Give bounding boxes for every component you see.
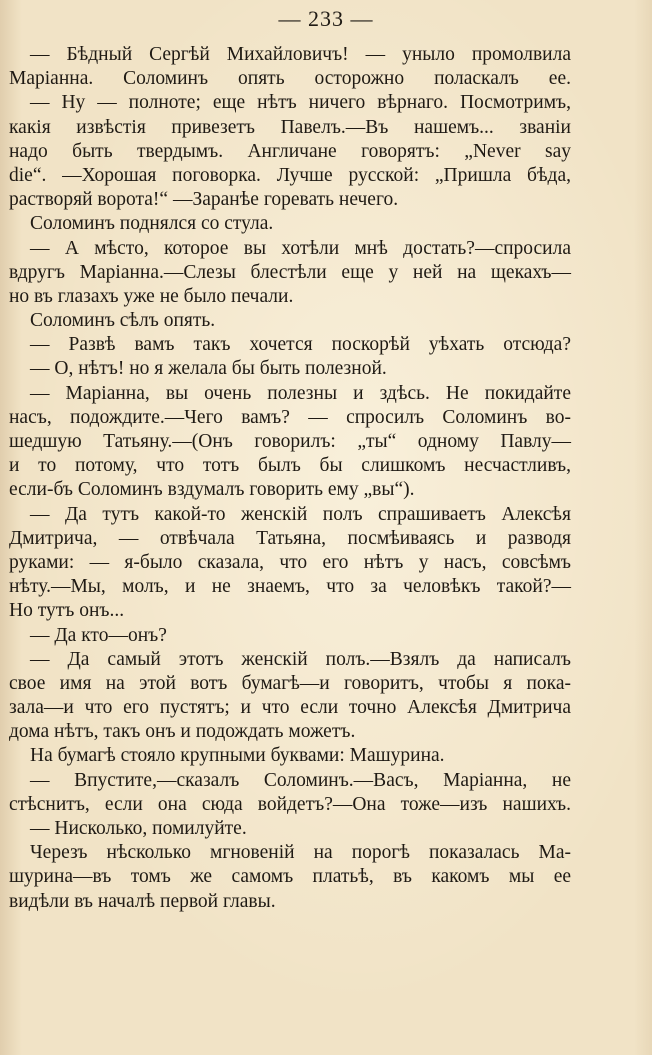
- text-line: надо быть твердымъ. Англичане говорятъ: „Never say: [9, 140, 571, 162]
- text-line: но въ глазахъ уже не было печали.: [9, 285, 294, 307]
- text-line: какія извѣстія привезетъ Павелъ.—Въ нашемъ... званіи: [9, 116, 571, 138]
- text-line: Дмитрича, — отвѣчала Татьяна, посмѣиваясь и разводя: [9, 527, 571, 549]
- text-line: Черезъ нѣсколько мгновеній на порогѣ показалась Ма-: [30, 842, 571, 864]
- text-line: и то потому, что тотъ былъ бы слишкомъ несчастливъ,: [9, 455, 571, 477]
- text-line: — Да кто—онъ?: [30, 624, 167, 646]
- text-line: Соломинъ поднялся со стула.: [30, 213, 274, 235]
- text-line: растворяй ворота!“ —Заранѣе горевать нечего.: [9, 189, 399, 211]
- text-line: насъ, подождите.—Чего вамъ? — спросилъ Соломинъ во-: [9, 406, 571, 428]
- text-line: — Да самый этотъ женскій полъ.—Взялъ да написалъ: [30, 648, 571, 670]
- text-line: — Развѣ вамъ такъ хочется поскорѣй уѣхать отсюда?: [30, 334, 571, 356]
- text-line: — Бѣдный Сергѣй Михайловичъ! — уныло промолвила: [30, 44, 571, 65]
- text-line: — Ну — полноте; еще нѣтъ ничего вѣрнаго. Посмотримъ,: [30, 92, 571, 114]
- text-line: дома нѣтъ, такъ онъ и подождать можетъ.: [9, 721, 356, 743]
- text-line: — О, нѣтъ! но я желала бы быть полезной.: [30, 358, 387, 380]
- text-line: die“. —Хорошая поговорка. Лучше русской: „Пришла бѣда,: [9, 164, 571, 186]
- text-line: свое имя на этой вотъ бумагѣ—и говоритъ, чтобы я пока-: [9, 672, 571, 694]
- text-line: — Маріанна, вы очень полезны и здѣсь. Не покидайте: [30, 382, 571, 404]
- text-body: [9, 43, 571, 914]
- text-line: шурина—въ томъ же самомъ платьѣ, въ какомъ мы ее: [9, 866, 571, 888]
- text-line: шедшую Татьяну.—(Онъ говорилъ: „ты“ одному Павлу—: [9, 431, 571, 452]
- text-line: — Нисколько, помилуйте.: [30, 818, 247, 839]
- text-line: Соломинъ сѣлъ опять.: [30, 310, 216, 332]
- text-line: зала—и что его пустятъ; и что если точно Алексѣя Дмитрича: [9, 697, 571, 719]
- text-line: вдругъ Маріанна.—Слезы блестѣли еще у ней на щекахъ—: [9, 261, 571, 283]
- text-line: руками: — я-было сказала, что его нѣтъ у насъ, совсѣмъ: [9, 551, 571, 573]
- text-line: нѣту.—Мы, молъ, и не знаемъ, что за человѣкъ такой?—: [9, 576, 571, 598]
- text-line: — Да тутъ какой-то женскій полъ спрашиваетъ Алексѣя: [30, 503, 571, 525]
- text-line: если-бъ Соломинъ вздумалъ говорить ему „вы“).: [9, 479, 415, 501]
- page-number: — 233 —: [278, 6, 374, 31]
- text-line: стѣснитъ, если она сюда войдетъ?—Она тоже—изъ нашихъ.: [9, 793, 571, 815]
- text-line: — Впустите,—сказалъ Соломинъ.—Васъ, Маріанна, не: [30, 769, 571, 791]
- text-line: — А мѣсто, которое вы хотѣли мнѣ достать?—спросила: [30, 237, 571, 259]
- text-line: На бумагѣ стояло крупными буквами: Машурина.: [30, 745, 445, 767]
- text-line: Но тутъ онъ...: [9, 600, 125, 622]
- text-line: видѣли въ началѣ первой главы.: [9, 890, 276, 912]
- text-line: Маріанна. Соломинъ опять осторожно поласкалъ ее.: [9, 68, 571, 90]
